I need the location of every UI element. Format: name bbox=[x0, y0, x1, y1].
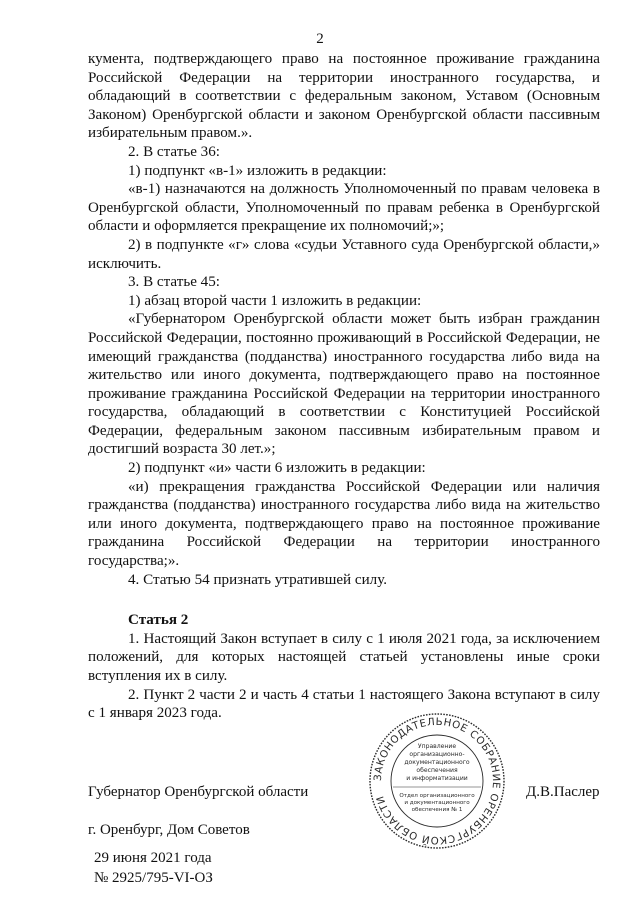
paragraph-item: «в-1) назначаются на должность Уполномоченный по правам человека в Оренбургской области, Уполномоченный по правам ребенка в Оренбургской области и оформляется прекращение их полномочий;»; bbox=[88, 181, 600, 235]
svg-text:и информатизации: и информатизации bbox=[406, 775, 468, 782]
paragraph-item: 3. В статье 45: bbox=[128, 274, 220, 291]
seal-center-text bbox=[399, 743, 475, 813]
svg-text:и документационного: и документационного bbox=[404, 800, 470, 806]
paragraph-item: «и) прекращения гражданства Российской Федерации или наличия гражданства (подданства) иностранного государства либо вида на жительство или иного документа, подтверждающего право на постоянное проживание гражданина Российской Федерации на территории иностранного государства;». bbox=[88, 478, 600, 570]
svg-text:обеспечения № 1: обеспечения № 1 bbox=[411, 807, 463, 813]
signatory-position: Губернатор Оренбургской области bbox=[88, 784, 309, 800]
paragraph-item: 2) подпункт «и» части 6 изложить в редакции: bbox=[128, 460, 426, 477]
svg-text:документационного: документационного bbox=[404, 759, 470, 766]
paragraph-item: 2. В статье 36: bbox=[128, 143, 220, 160]
paragraph-item: «Губернатором Оренбургской области может быть избран гражданин Российской Федерации, постоянно проживающий в Российской Федерации, не имеющий гражданства (подданства) иностранного государства либо вида на жительство или иного документа, подтверждающего право на постоянное проживание гражданина Российской Федерации на территории иностранного государства, обладающий в соответствии с Конституцией Российской Федерации, федеральным законом пассивным избирательным правом и достигший возраста 30 лет.»; bbox=[88, 311, 600, 458]
signatory-name: Д.В.Паслер bbox=[526, 784, 600, 800]
svg-text:Управление: Управление bbox=[417, 743, 457, 750]
article-2-paragraph: 2. Пункт 2 части 2 и часть 4 статьи 1 настоящего Закона вступают в силу с 1 января 2023 года. bbox=[88, 686, 600, 722]
document-body bbox=[88, 50, 600, 723]
signing-date: 29 июня 2021 года bbox=[94, 850, 212, 866]
paragraph-item: 1) абзац второй части 1 изложить в редакции: bbox=[128, 292, 422, 309]
seal-ring-text: ЗАКОНОДАТЕЛЬНОЕ СОБРАНИЕ ОРЕНБУРГСКОЙ ОБЛАСТИ bbox=[372, 716, 502, 846]
paragraph-continuation: кумента, подтверждающего право на постоянное проживание гражданина Российской Федерации на территории иностранного государства, и обладающий в соответствии с федеральным законом, Уставом (Основным Законом) Оренбургской области и законом Оренбургской области пассивным избирательным правом.». bbox=[88, 51, 600, 142]
paragraph-item: 2) в подпункте «г» слова «судьи Уставного суда Оренбургской области,» исключить. bbox=[88, 236, 600, 272]
svg-text:обеспечения: обеспечения bbox=[416, 767, 458, 774]
official-seal bbox=[368, 712, 506, 850]
signing-place: г. Оренбург, Дом Советов bbox=[88, 822, 250, 838]
paragraph-item: 1) подпункт «в-1» изложить в редакции: bbox=[128, 162, 387, 179]
article-2-paragraph: 1. Настоящий Закон вступает в силу с 1 июля 2021 года, за исключением положений, для которых настоящей статьей установлены иные сроки вступления их в силу. bbox=[88, 630, 600, 684]
article-2-title: Статья 2 bbox=[128, 612, 189, 629]
svg-text:организационно-: организационно- bbox=[409, 751, 465, 758]
paragraph-item: 4. Статью 54 признать утратившей силу. bbox=[128, 571, 388, 588]
page-number: 2 bbox=[316, 31, 324, 47]
svg-text:Отдел организационного: Отдел организационного bbox=[399, 793, 475, 799]
law-number: № 2925/795-VI-ОЗ bbox=[94, 870, 213, 886]
